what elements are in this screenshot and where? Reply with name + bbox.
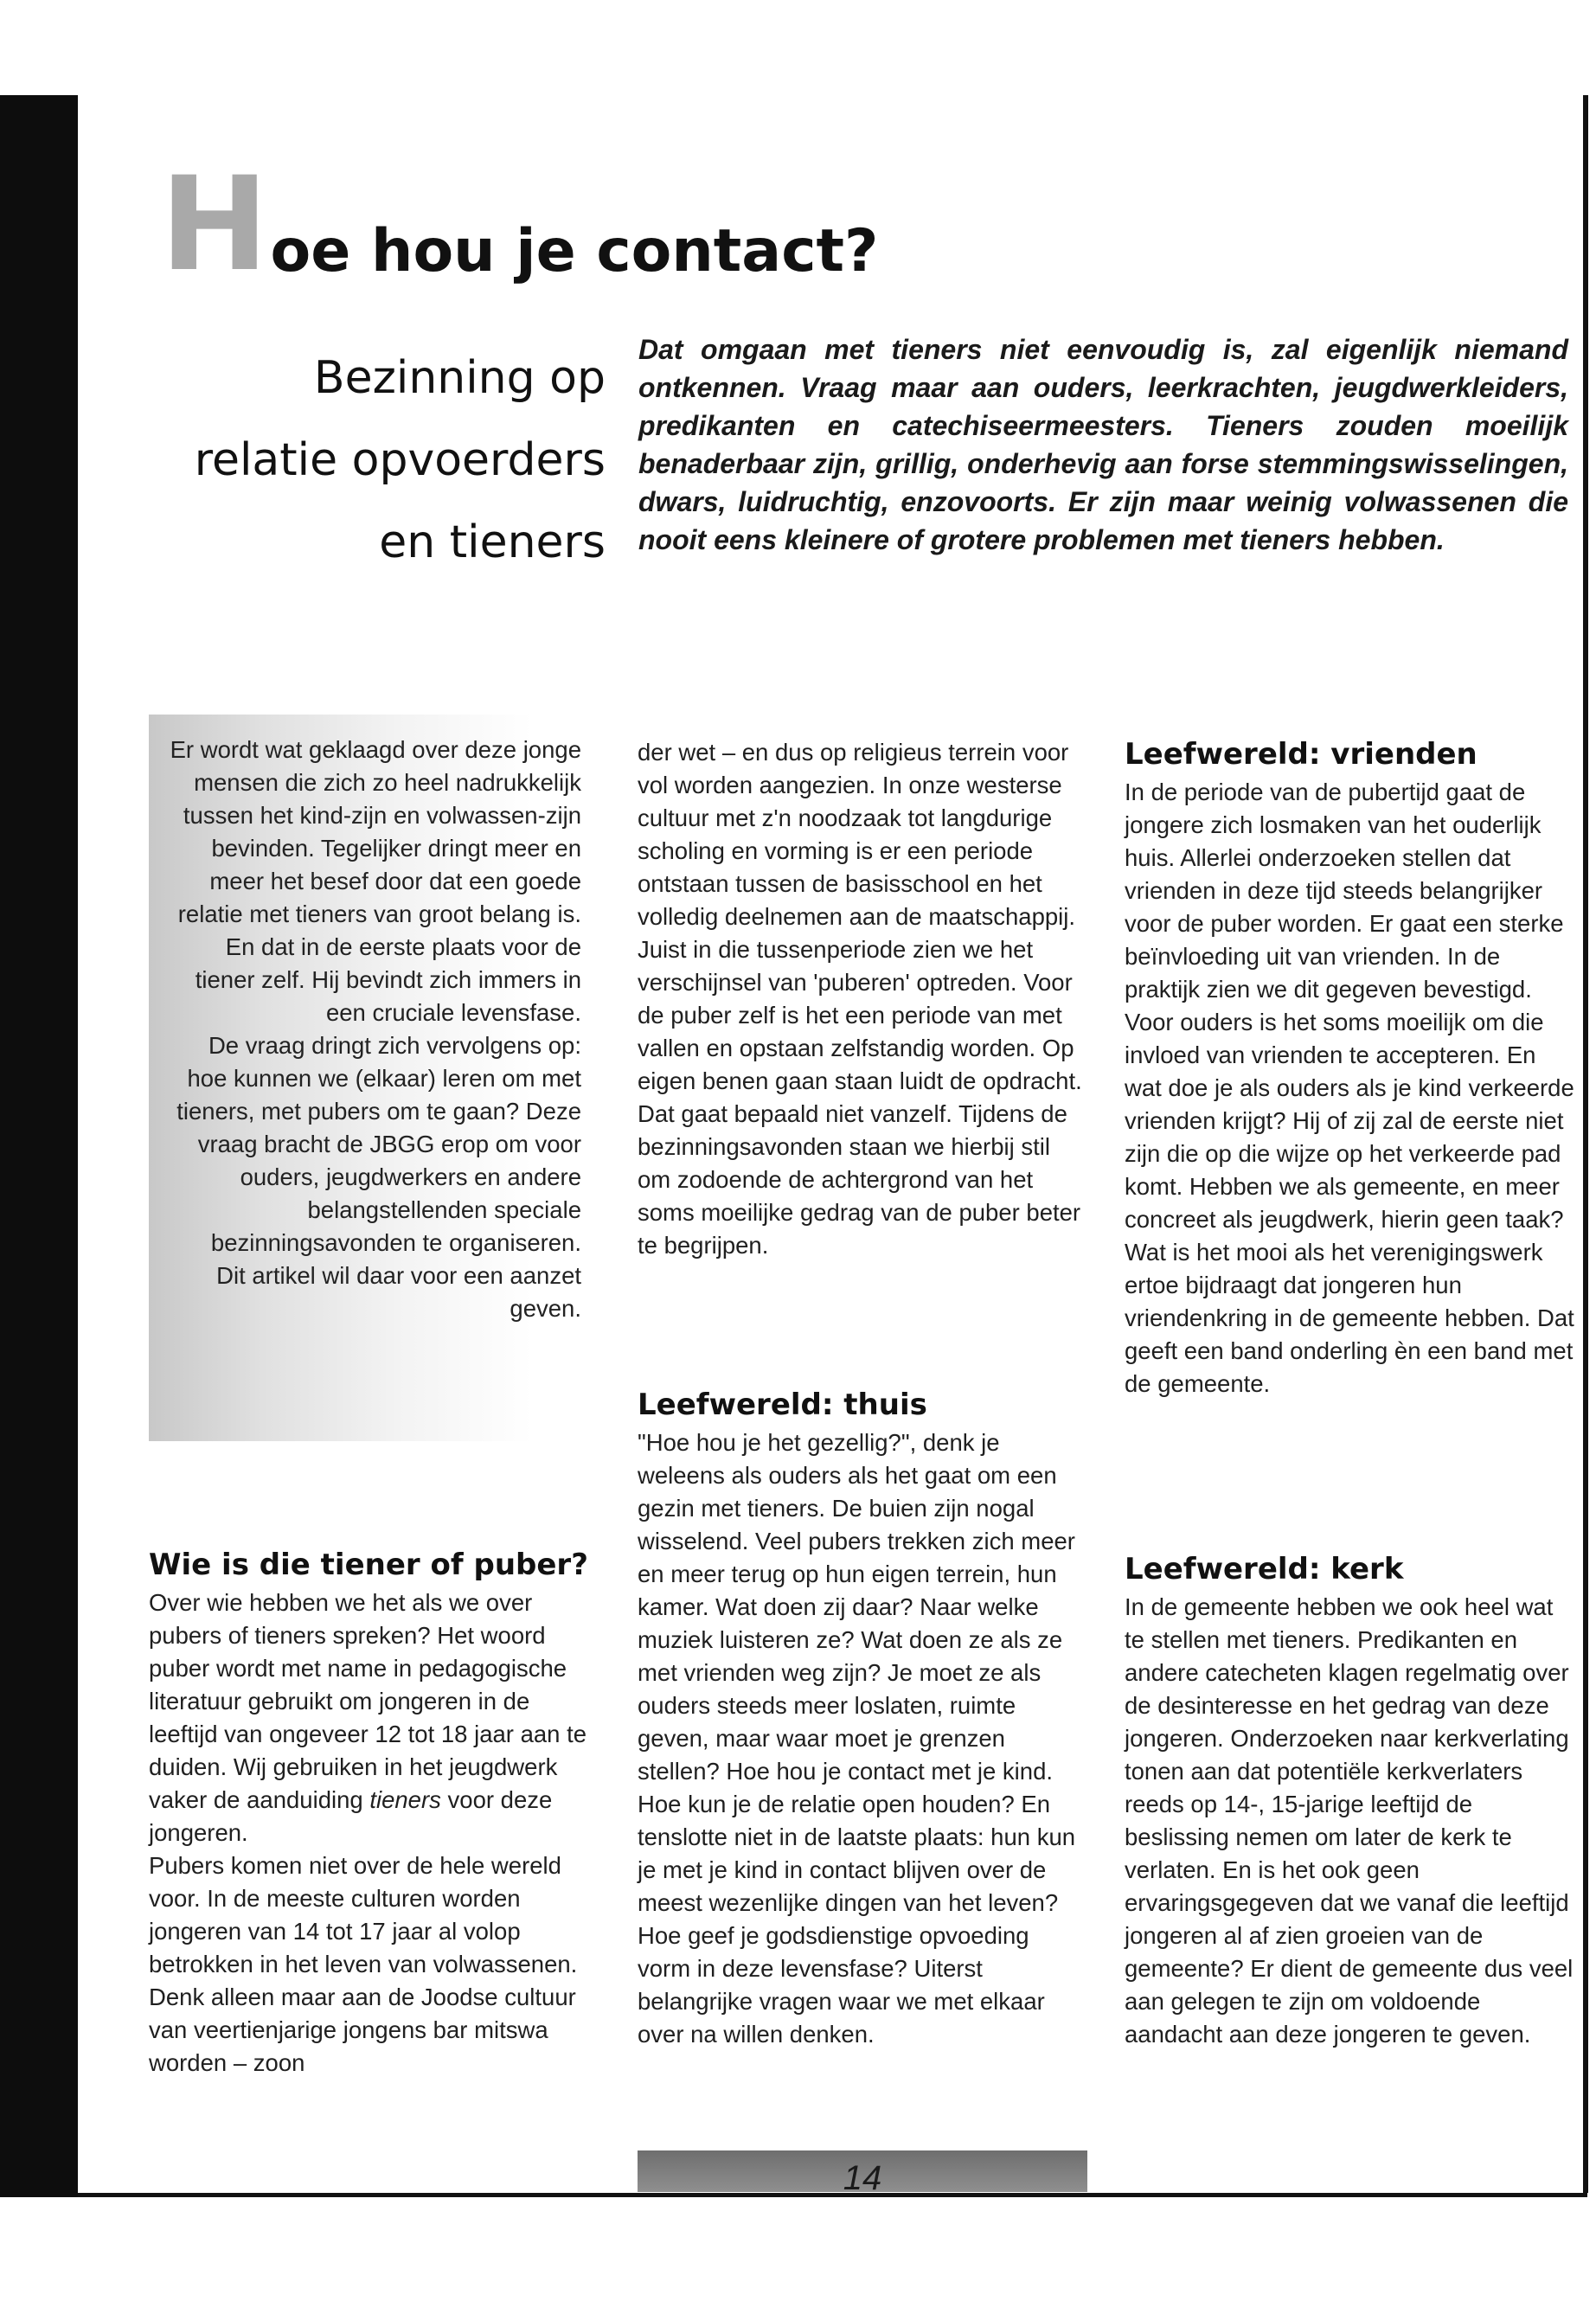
scan-left-edge — [0, 95, 78, 2197]
intro-paragraph: Dat omgaan met tieners niet eenvoudig is, zal eigenlijk niemand ontkennen. Vraag maar aan ouders, leerkrachten, jeugdwerkleiders, predikanten en catechiseermeesters. Tieners zouden moeilijk benaderbaar zijn, grillig, onderhevig aan forse stemmingswisselingen, dwars, luidruchtig, enzovoorts. Er zijn maar weinig volwassenen die nooit eens kleinere of grotere problemen met tieners hebben. — [638, 334, 1568, 555]
body-paragraph: der wet – en dus op religieus terrein voor vol worden aangezien. In onze westerse cultuur met z'n noodzaak tot langdurige scholing en vorming is er een periode ontstaan tussen de basisschool en het volledig deelnemen aan de maatschappij. Juist in die tussenperiode zien we het verschijnsel van 'puberen' optreden. Voor de puber zelf is het een periode van met vallen en opstaan zelfstandig worden. Op eigen benen gaan staan luidt de opdracht. Dat gaat bepaald niet vanzelf. Tijdens de bezinningsavonden staan we hierbij stil om zodoende de achtergrond van het soms moeilijke gedrag van de puber beter te begrijpen. — [638, 739, 1082, 1259]
body-text: Over wie hebben we het als we over pubers of tieners spreken? Het woord puber wordt met name in pedagogische literatuur gebruikt om jongeren in de leeftijd van ongeveer 12 tot 18 jaar aan te duiden. Wij gebruiken in het jeugdwerk vaker de aanduiding — [149, 1589, 587, 1813]
section-leefwereld-thuis — [638, 1387, 1087, 2051]
sidebar-paragraph: De vraag dringt zich vervolgens op: hoe kunnen we (elkaar) leren om met tieners, met pubers om te gaan? Deze vraag bracht de JBGG erop om voor ouders, jeugdwerkers en andere belangstellenden speciale bezinningsavonden te organiseren. — [176, 1032, 581, 1256]
column-2-continuation — [638, 736, 1087, 1262]
right-border-rule — [1583, 95, 1588, 2193]
section-heading: Leefwereld: kerk — [1125, 1552, 1404, 1586]
sidebar-paragraph: Dit artikel wil daar voor een aanzet geven. — [216, 1262, 581, 1322]
emphasis-text: tieners — [369, 1786, 441, 1813]
page-number: 14 — [843, 2159, 882, 2197]
page-top-margin — [0, 0, 1596, 93]
body-paragraph: In de gemeente hebben we ook heel wat te stellen met tieners. Predikanten en andere catecheten klagen regelmatig over de desinteresse en het gedrag van deze jongeren. Onderzoeken naar kerkverlating tonen aan dat potentiële kerkverlaters reeds op 14-, 15-jarige leeftijd de beslissing nemen om later de kerk te verlaten. En is het ook geen ervaringsgegeven dat we vanaf die leeftijd jongeren al af zien groeien van de gemeente? Er dient de gemeente dus veel aan gelegen te zijn om voldoende aandacht aan deze jongeren te geven. — [1125, 1593, 1574, 2048]
article-title — [160, 150, 879, 300]
subtitle-line: relatie opvoerders — [194, 434, 606, 486]
sidebar-box — [149, 715, 600, 1441]
sidebar-paragraph: Er wordt wat geklaagd over deze jonge mensen die zich zo heel nadrukkelijk tussen het kind-zijn en volwassen-zijn bevinden. Tegelijker dringt meer en meer het besef door dat een goede relatie met tieners van groot belang is. En dat in de eerste plaats voor de tiener zelf. Hij bevindt zich immers in een cruciale levensfase. — [170, 736, 581, 1026]
section-heading: Leefwereld: vrienden — [1125, 737, 1477, 772]
article-subtitle — [147, 337, 606, 584]
title-text: oe hou je contact? — [270, 217, 879, 285]
body-text: voor deze jongeren. — [149, 1786, 553, 1846]
subtitle-line: en tieners — [379, 516, 606, 568]
body-paragraph: "Hoe hou je het gezellig?", denk je weleens als ouders als het gaat om een gezin met tieners. De buien zijn nogal wisselend. Veel pubers trekken zich meer en meer terug op hun eigen terrein, hun kamer. Wat doen zij daar? Naar welke muziek luisteren ze? Wat doen ze als ze met vrienden weg zijn? Je moet ze als ouders steeds meer loslaten, ruimte geven, maar waar moet je grenzen stellen? Hoe hou je contact met je kind. Hoe kun je de relatie open houden? En tenslotte niet in de laatste plaats: hun kun je met je kind in contact blijven over de meest wezenlijke dingen van het leven? Hoe geef je godsdienstige opvoeding vorm in deze levensfase? Uiterst belangrijke vragen waar we met elkaar over na willen denken. — [638, 1429, 1076, 2048]
body-paragraph: Pubers komen niet over de hele wereld voor. In de meeste culturen worden jongeren van 14 tot 17 jaar al volop betrokken in het leven van volwassenen. Denk alleen maar aan de Joodse cultuur van veertienjarige jongens bar mitswa worden – zoon — [149, 1852, 578, 2076]
section-leefwereld-vrienden — [1125, 736, 1579, 1400]
section-wie-is-die-tiener — [149, 1547, 594, 2080]
section-heading: Leefwereld: thuis — [638, 1388, 927, 1422]
section-leefwereld-kerk — [1125, 1551, 1579, 2051]
body-paragraph: In de periode van de pubertijd gaat de jongere zich losmaken van het ouderlijk huis. Allerlei onderzoeken stellen dat vrienden in deze tijd steeds belangrijker voor de puber worden. Er gaat een sterke beïnvloeding uit van vrienden. In de praktijk zien we dit gegeven bevestigd. Voor ouders is het soms moeilijk om die invloed van vrienden te accepteren. En wat doe je als ouders als je kind verkeerde vrienden krijgt? Hij of zij zal de eerste niet zijn die op die wijze op het verkeerde pad komt. Hebben we als gemeente, en meer concreet als jeugdwerk, hierin geen taak? Wat is het mooi als het verenigingswerk ertoe bijdraagt dat jongeren hun vriendenkring in de gemeente hebben. Dat geeft een band onderling èn een band met de gemeente. — [1125, 779, 1574, 1397]
subtitle-line: Bezinning op — [313, 352, 606, 404]
section-heading: Wie is die tiener of puber? — [149, 1548, 588, 1582]
page-number-bar — [638, 2150, 1087, 2197]
title-drop-initial: H — [160, 150, 269, 300]
body-paragraph — [149, 1586, 594, 1849]
bottom-border-rule — [78, 2193, 1587, 2197]
